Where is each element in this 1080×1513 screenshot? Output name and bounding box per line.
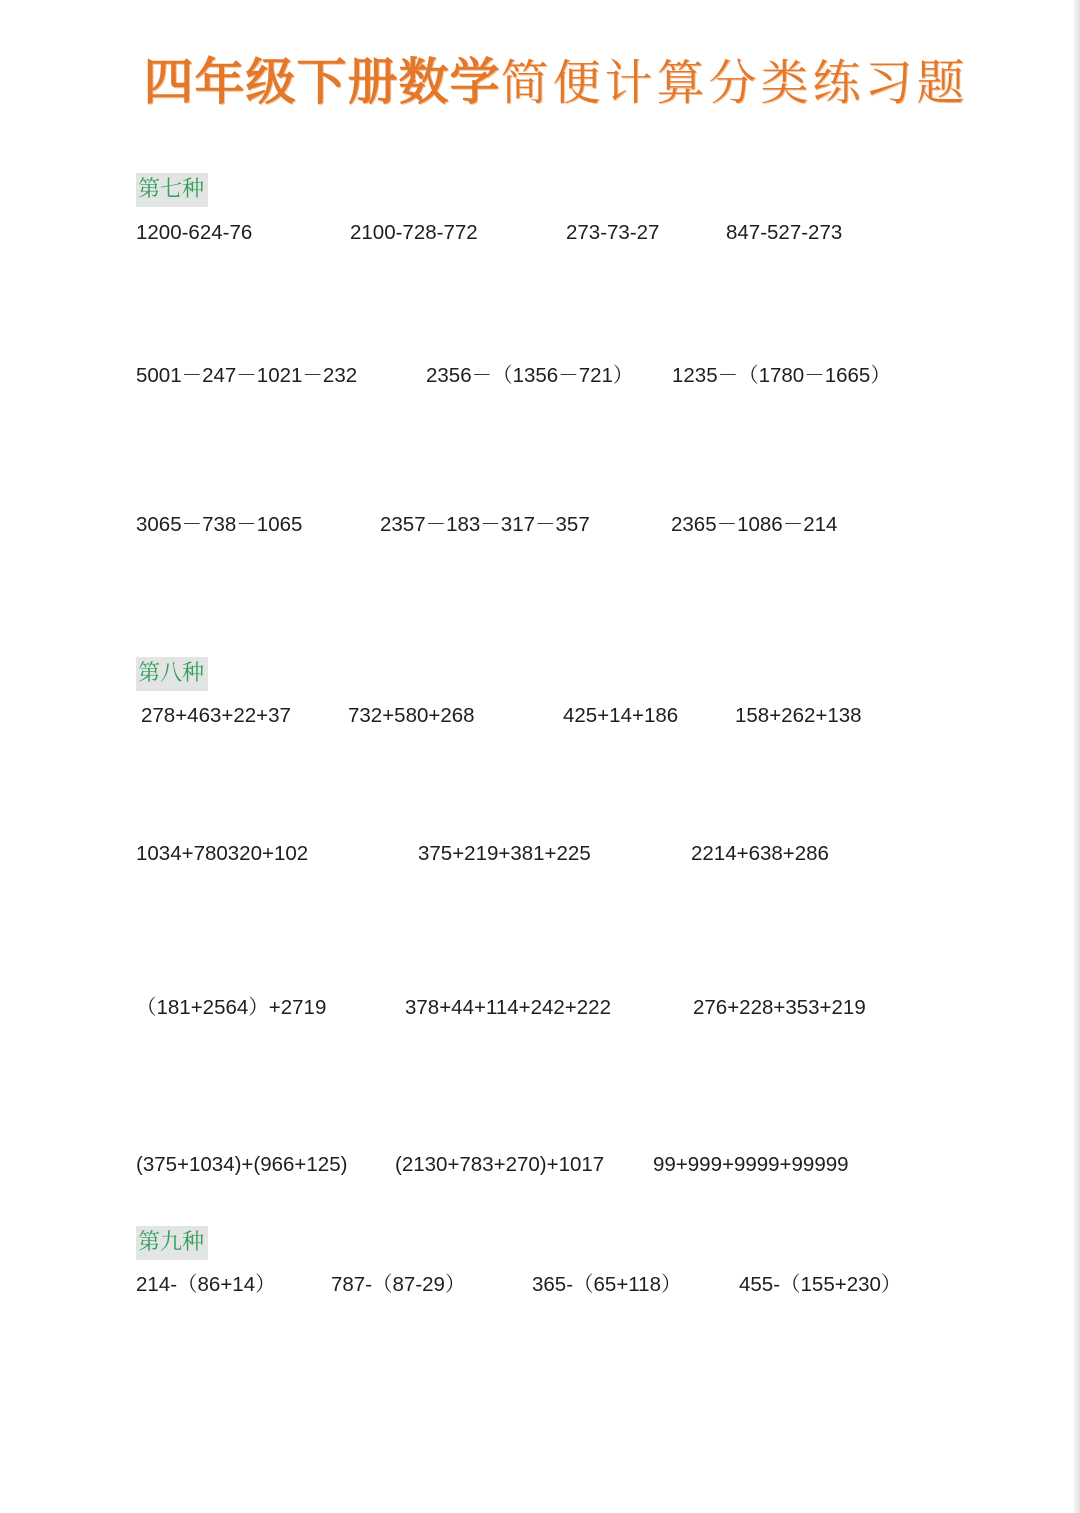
problem: 5001－247－1021－232 bbox=[136, 364, 358, 387]
problem: (375+1034)+(966+125) bbox=[136, 1153, 348, 1176]
page-title bbox=[0, 52, 1080, 113]
problem: 1235－（1780－1665） bbox=[672, 364, 891, 387]
title-brush-part: 简便计算分类练习题 bbox=[500, 55, 969, 111]
problem: 365-（65+118） bbox=[532, 1273, 682, 1296]
problem: 99+999+9999+99999 bbox=[653, 1153, 849, 1176]
problem: （181+2564）+2719 bbox=[136, 996, 327, 1019]
problem: 1034+780320+102 bbox=[136, 842, 309, 865]
problem: 2357－183－317－357 bbox=[380, 513, 590, 536]
section-label-7: 第七种 bbox=[136, 173, 208, 207]
problem: 158+262+138 bbox=[735, 704, 862, 727]
page-edge bbox=[1074, 0, 1080, 1513]
problem: 425+14+186 bbox=[563, 704, 679, 727]
problem: 787-（87-29） bbox=[331, 1273, 466, 1296]
section-label-9: 第九种 bbox=[136, 1226, 208, 1260]
problem: 2100-728-772 bbox=[350, 221, 478, 244]
problem: 1200-624-76 bbox=[136, 221, 253, 244]
problem: 3065－738－1065 bbox=[136, 513, 303, 536]
problem: 375+219+381+225 bbox=[418, 842, 591, 865]
title-bold-part: 四年级下册数学 bbox=[143, 53, 501, 111]
problem: 278+463+22+37 bbox=[141, 704, 291, 727]
problem: 2365－1086－214 bbox=[671, 513, 838, 536]
problem: (2130+783+270)+1017 bbox=[395, 1153, 605, 1176]
problem: 273-73-27 bbox=[566, 221, 660, 244]
problem: 732+580+268 bbox=[348, 704, 475, 727]
problem: 214-（86+14） bbox=[136, 1273, 276, 1296]
problem: 2214+638+286 bbox=[691, 842, 829, 865]
problem: 847-527-273 bbox=[726, 221, 843, 244]
section-label-8: 第八种 bbox=[136, 657, 208, 691]
problem: 276+228+353+219 bbox=[693, 996, 866, 1019]
problem: 2356－（1356－721） bbox=[426, 364, 634, 387]
problem: 378+44+114+242+222 bbox=[405, 996, 611, 1019]
problem: 455-（155+230） bbox=[739, 1273, 902, 1296]
